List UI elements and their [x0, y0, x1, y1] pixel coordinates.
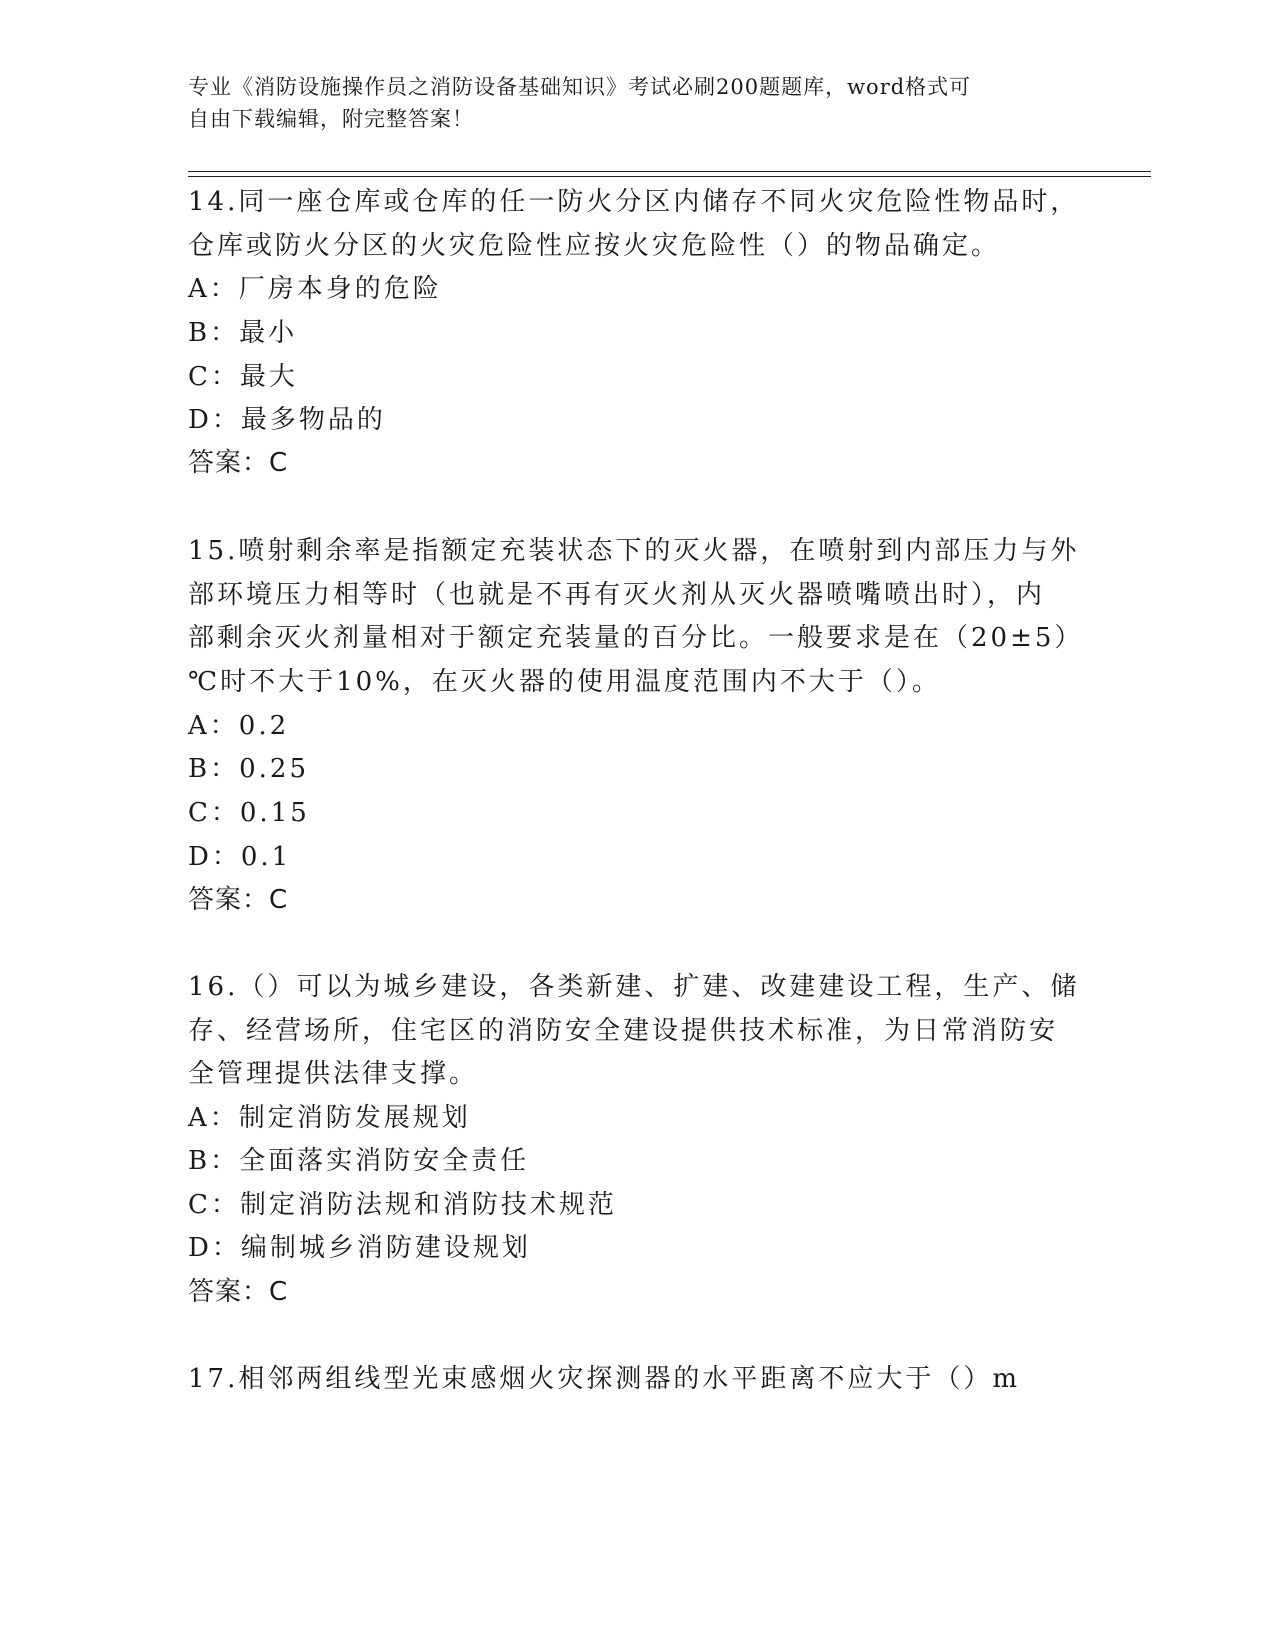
question-stem-line: 存、经营场所，住宅区的消防安全建设提供技术标准，为日常消防安 — [188, 1016, 1059, 1046]
option-a: A：0.2 — [188, 711, 290, 741]
header-rule-bottom — [188, 176, 1151, 177]
option-d: D：0.1 — [188, 842, 292, 872]
question-stem-line: ℃时不大于10%，在灭火器的使用温度范围内不大于（）。 — [188, 667, 941, 697]
option-d: D：最多物品的 — [188, 405, 386, 435]
question-stem-line: 部剩余灭火剂量相对于额定充装量的百分比。一般要求是在（20±5） — [188, 623, 1084, 653]
answer-label: 答案：C — [188, 1277, 289, 1307]
option-b: B：全面落实消防安全责任 — [188, 1146, 530, 1176]
document-header-line-1: 专业《消防设施操作员之消防设备基础知识》考试必刷200题题库，word格式可 — [188, 75, 972, 99]
option-c: C：制定消防法规和消防技术规范 — [188, 1190, 617, 1220]
option-c: C：最大 — [188, 362, 298, 392]
option-b: B：0.25 — [188, 754, 309, 784]
question-stem-line: 仓库或防火分区的火灾危险性应按火灾危险性（）的物品确定。 — [188, 231, 1001, 261]
option-a: A：厂房本身的危险 — [188, 274, 442, 304]
option-a: A：制定消防发展规划 — [188, 1103, 471, 1133]
question-stem-line: 16.（）可以为城乡建设，各类新建、扩建、改建建设工程，生产、储 — [188, 972, 1080, 1002]
question-stem-line: 部环境压力相等时（也就是不再有灭火剂从灭火器喷嘴喷出时），内 — [188, 580, 1046, 610]
document-header-line-2: 自由下载编辑，附完整答案！ — [188, 107, 474, 131]
option-c: C：0.15 — [188, 798, 310, 828]
question-stem-line: 全管理提供法律支撑。 — [188, 1059, 479, 1089]
answer-label: 答案：C — [188, 885, 289, 915]
question-stem-line: 15.喷射剩余率是指额定充装状态下的灭火器，在喷射到内部压力与外 — [188, 536, 1080, 566]
question-stem-line: 14.同一座仓库或仓库的任一防火分区内储存不同火灾危险性物品时， — [188, 187, 1080, 217]
option-b: B：最小 — [188, 318, 298, 348]
answer-label: 答案：C — [188, 448, 289, 478]
header-rule-top — [188, 171, 1151, 172]
option-d: D：编制城乡消防建设规划 — [188, 1233, 531, 1263]
question-stem-line: 17.相邻两组线型光束感烟火灾探测器的水平距离不应大于（）m — [188, 1364, 1021, 1394]
